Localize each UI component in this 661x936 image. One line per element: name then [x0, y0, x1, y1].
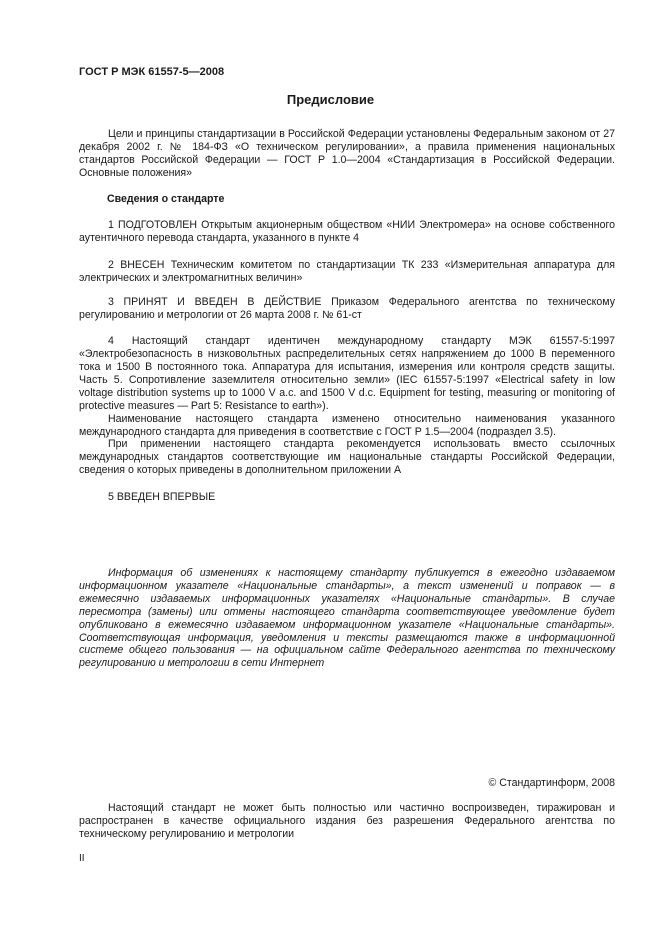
notice-paragraph: Информация об изменениях к настоящему стандарту публикуется в ежегодно издаваемом информационном указателе «Национальные стандарты», а текст изменений и поправок — в ежемесячно издаваемых информационных указателях «Национальные стандарты». В случае пересмотра (замены) или отмены настоящего стандарта соответствующее уведомление будет опубликовано в ежемесячно издаваемом информационном указателе «Национальные стандарты». Соответствующая информация, уведомления и тексты размещаются также в информационной системе общего пользования — на официальном сайте Федерального агентства по техническому регулированию и метрологии в сети Интернет [79, 567, 615, 670]
item-2: 2 ВНЕСЕН Техническим комитетом по стандартизации ТК 233 «Измерительная аппаратура для электрических и электромагнитных величин» [79, 259, 615, 284]
intro-paragraph: Цели и принципы стандартизации в Российской Федерации установлены Федеральным законом от 27 декабря 2002 г. № 184-ФЗ «О техническом регулировании», а правила применения национальных стандартов Российской Федерации — ГОСТ Р 1.0—2004 «Стандартизация в Российской Федерации. Основные положения» [79, 128, 615, 179]
document-header: ГОСТ Р МЭК 61557-5—2008 [79, 66, 225, 78]
item-4: 4 Настоящий стандарт идентичен международному стандарту МЭК 61557-5:1997 «Электробезопасность в низковольтных распределительных сетях напряжением до 1000 В переменного тока и 1500 В постоянного тока. Аппаратура для испытания, измерения или контроля средств защиты. Часть 5. Сопротивление заземлителя относительно земли» (IEC 61557-5:1997 «Electrical safety in low voltage distribution systems up to 1000 V a.c. and 1500 V d.c. Equipment for testing, measuring or monitoring of protective measures — Part 5: Resistance to earth»). [79, 335, 615, 412]
page-number: II [79, 853, 85, 864]
rights-paragraph: Настоящий стандарт не может быть полностью или частично воспроизведен, тиражирован и распространен в качестве официального издания без разрешения Федерального агентства по техническому регулированию и метрологии [79, 802, 615, 840]
copyright: © Стандартинформ, 2008 [488, 777, 615, 789]
item-4-references: При применении настоящего стандарта рекомендуется использовать вместо ссылочных международных стандартов соответствующие им национальные стандарты Российской Федерации, сведения о которых приведены в дополнительном приложении А [79, 438, 615, 476]
item-1: 1 ПОДГОТОВЛЕН Открытым акционерным обществом «НИИ Электромера» на основе собственного аутентичного перевода стандарта, указанного в пункте 4 [79, 219, 615, 244]
page-title: Предисловие [286, 92, 375, 107]
item-4-rename: Наименование настоящего стандарта изменено относительно наименования указанного международного стандарта для приведения в соответствие с ГОСТ Р 1.5—2004 (подраздел 3.5). [79, 413, 615, 438]
item-5: 5 ВВЕДЕН ВПЕРВЫЕ [108, 491, 216, 503]
section-subtitle: Сведения о стандарте [107, 193, 225, 205]
item-3: 3 ПРИНЯТ И ВВЕДЕН В ДЕЙСТВИЕ Приказом Федерального агентства по техническому регулированию и метрологии от 26 марта 2008 г. № 61-ст [79, 296, 615, 321]
